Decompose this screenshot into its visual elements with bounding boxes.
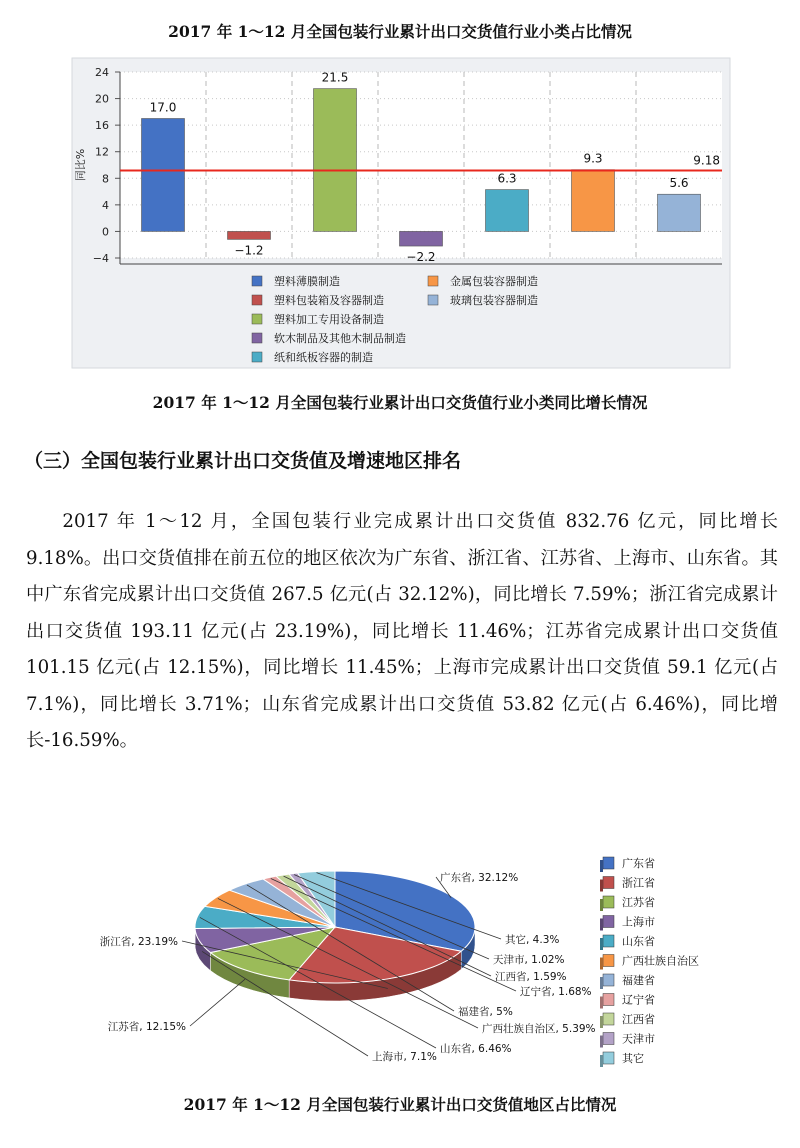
pie-chart-caption: 2017 年 1～12 月全国包装行业累计出口交货值地区占比情况 [183, 1095, 617, 1114]
pie-slice-label: 福建省, 5% [458, 1006, 513, 1018]
legend-swatch [428, 276, 438, 286]
pie-legend-label: 山东省 [622, 935, 655, 948]
legend-label: 塑料薄膜制造 [274, 275, 340, 288]
pie-slice-label: 广东省, 32.12% [440, 872, 519, 884]
pie-legend-label: 江苏省 [622, 896, 655, 909]
pie-legend-swatch-side [600, 938, 603, 950]
bar-value-label: 5.6 [669, 176, 689, 191]
legend-swatch [252, 295, 262, 305]
pie-legend-swatch-side [600, 1036, 603, 1048]
pie-slice-label: 江西省, 1.59% [495, 971, 567, 983]
legend-swatch [252, 314, 262, 324]
pie-legend-swatch [603, 955, 614, 967]
pie-slice-label: 辽宁省, 1.68% [520, 986, 592, 998]
pie-legend-swatch [603, 935, 614, 947]
bar-chart-y-tick-label: 16 [95, 119, 109, 133]
bar-4 [400, 231, 443, 246]
pie-leader-line [190, 979, 245, 1026]
pie-legend-swatch [603, 1033, 614, 1045]
section-heading: （三）全国包装行业累计出口交货值及增速地区排名 [24, 450, 462, 472]
pie-legend-swatch-side [600, 919, 603, 931]
bar-chart-y-axis-label: 同比% [74, 148, 87, 182]
legend-swatch [252, 276, 262, 286]
legend-swatch [252, 352, 262, 362]
pie-legend-label: 上海市 [622, 915, 655, 929]
pie-slice-label: 天津市, 1.02% [493, 954, 565, 966]
bar-value-label: 21.5 [321, 70, 349, 85]
pie-slice-label: 浙江省, 23.19% [99, 936, 178, 948]
bar-chart [0, 50, 800, 380]
pie-legend-swatch-side [600, 1055, 603, 1067]
bar-2 [228, 231, 271, 239]
pie-legend-label: 其它 [622, 1052, 644, 1065]
pie-legend-label: 广西壮族自治区 [622, 954, 699, 968]
legend-label: 玻璃包装容器制造 [450, 294, 538, 307]
pie-legend-label: 江西省 [622, 1013, 655, 1026]
pie-slice-label: 其它, 4.3% [505, 934, 560, 946]
bar-chart-y-tick-label: 24 [95, 66, 109, 79]
pie-legend-swatch-side [600, 997, 603, 1009]
pie-legend-swatch [603, 974, 614, 986]
pie-legend-swatch-side [600, 880, 603, 892]
bar-3 [314, 89, 357, 232]
pie-slice-label: 江苏省, 12.15% [107, 1021, 186, 1033]
body-paragraph: 2017 年 1～12 月，全国包装行业完成累计出口交货值 832.76 亿元，同比增长 9.18%。出口交货值排在前五位的地区依次为广东省、浙江省、江苏省、上海市、山东省。其中广东省完成累计出口交货值 267.5 亿元(占 32.12%)，同比增长 7.59%；浙江省完成累计出口交货值 193.11 亿元(占 23.19%)，同比增长 11.46%；江苏省完成累计出口交货值 101.15 亿元(占 12.15%)，同比增长 11.45%；上海市完成累计出口交货值 59.1 亿元(占 7.1%)，同比增长 3.71%；山东省完成累计出口交货值 53.82 亿元(占 6.46%)，同比增长-16.59%。 [26, 511, 778, 751]
legend-label: 塑料加工专用设备制造 [274, 313, 384, 326]
bar-5 [486, 190, 529, 232]
bar-chart-y-tick-label: −4 [92, 252, 109, 265]
pie-legend-label: 浙江省 [622, 876, 655, 890]
pie-legend-swatch-side [600, 977, 603, 989]
top-caption: 2017 年 1～12 月全国包装行业累计出口交货值行业小类占比情况 [168, 22, 632, 41]
bar-chart-y-tick-label: 0 [102, 225, 109, 239]
pie-legend-label: 福建省 [622, 974, 655, 987]
legend-label: 软木制品及其他木制品制造 [274, 332, 406, 345]
bar-1 [142, 119, 185, 232]
pie-legend-swatch-side [600, 958, 603, 970]
bar-7 [658, 194, 701, 231]
pie-legend-swatch-side [600, 899, 603, 911]
legend-label: 金属包装容器制造 [450, 275, 538, 288]
pie-legend-swatch [603, 916, 614, 928]
legend-swatch [252, 333, 262, 343]
pie-legend-swatch [603, 896, 614, 908]
legend-label: 塑料包装箱及容器制造 [274, 294, 384, 307]
legend-swatch [428, 295, 438, 305]
bar-chart-plot-area [120, 72, 722, 258]
bar-value-label: 17.0 [149, 100, 177, 115]
pie-legend-swatch [603, 994, 614, 1006]
pie-slice-label: 上海市, 7.1% [372, 1051, 437, 1063]
pie-slice-label: 山东省, 6.46% [440, 1043, 512, 1055]
pie-chart [0, 845, 800, 1085]
bar-value-label: 9.3 [583, 151, 603, 166]
bar-chart-y-tick-label: 20 [95, 92, 109, 106]
bar-value-label: −1.2 [234, 243, 264, 258]
pie-legend-swatch [603, 857, 614, 869]
pie-legend-swatch [603, 1013, 614, 1025]
pie-legend-swatch-side [600, 1016, 603, 1028]
reference-line-label: 9.18 [693, 153, 720, 168]
bar-chart-y-tick-label: 4 [102, 198, 109, 212]
bar-chart-caption: 2017 年 1～12 月全国包装行业累计出口交货值行业小类同比增长情况 [152, 393, 648, 412]
bar-chart-y-tick-label: 12 [95, 145, 109, 159]
bar-6 [572, 170, 615, 232]
legend-label: 纸和纸板容器的制造 [274, 351, 373, 364]
pie-legend-label: 天津市 [622, 1032, 655, 1046]
pie-legend-label: 广东省 [622, 857, 655, 870]
bar-value-label: 6.3 [497, 171, 517, 186]
pie-slice-label: 广西壮族自治区, 5.39% [482, 1023, 596, 1035]
bar-chart-y-tick-label: 8 [102, 172, 109, 186]
pie-legend-label: 辽宁省 [622, 993, 655, 1007]
pie-legend-swatch [603, 1052, 614, 1064]
pie-legend-swatch [603, 877, 614, 889]
bar-value-label: −2.2 [406, 250, 436, 265]
pie-legend-swatch-side [600, 860, 603, 872]
